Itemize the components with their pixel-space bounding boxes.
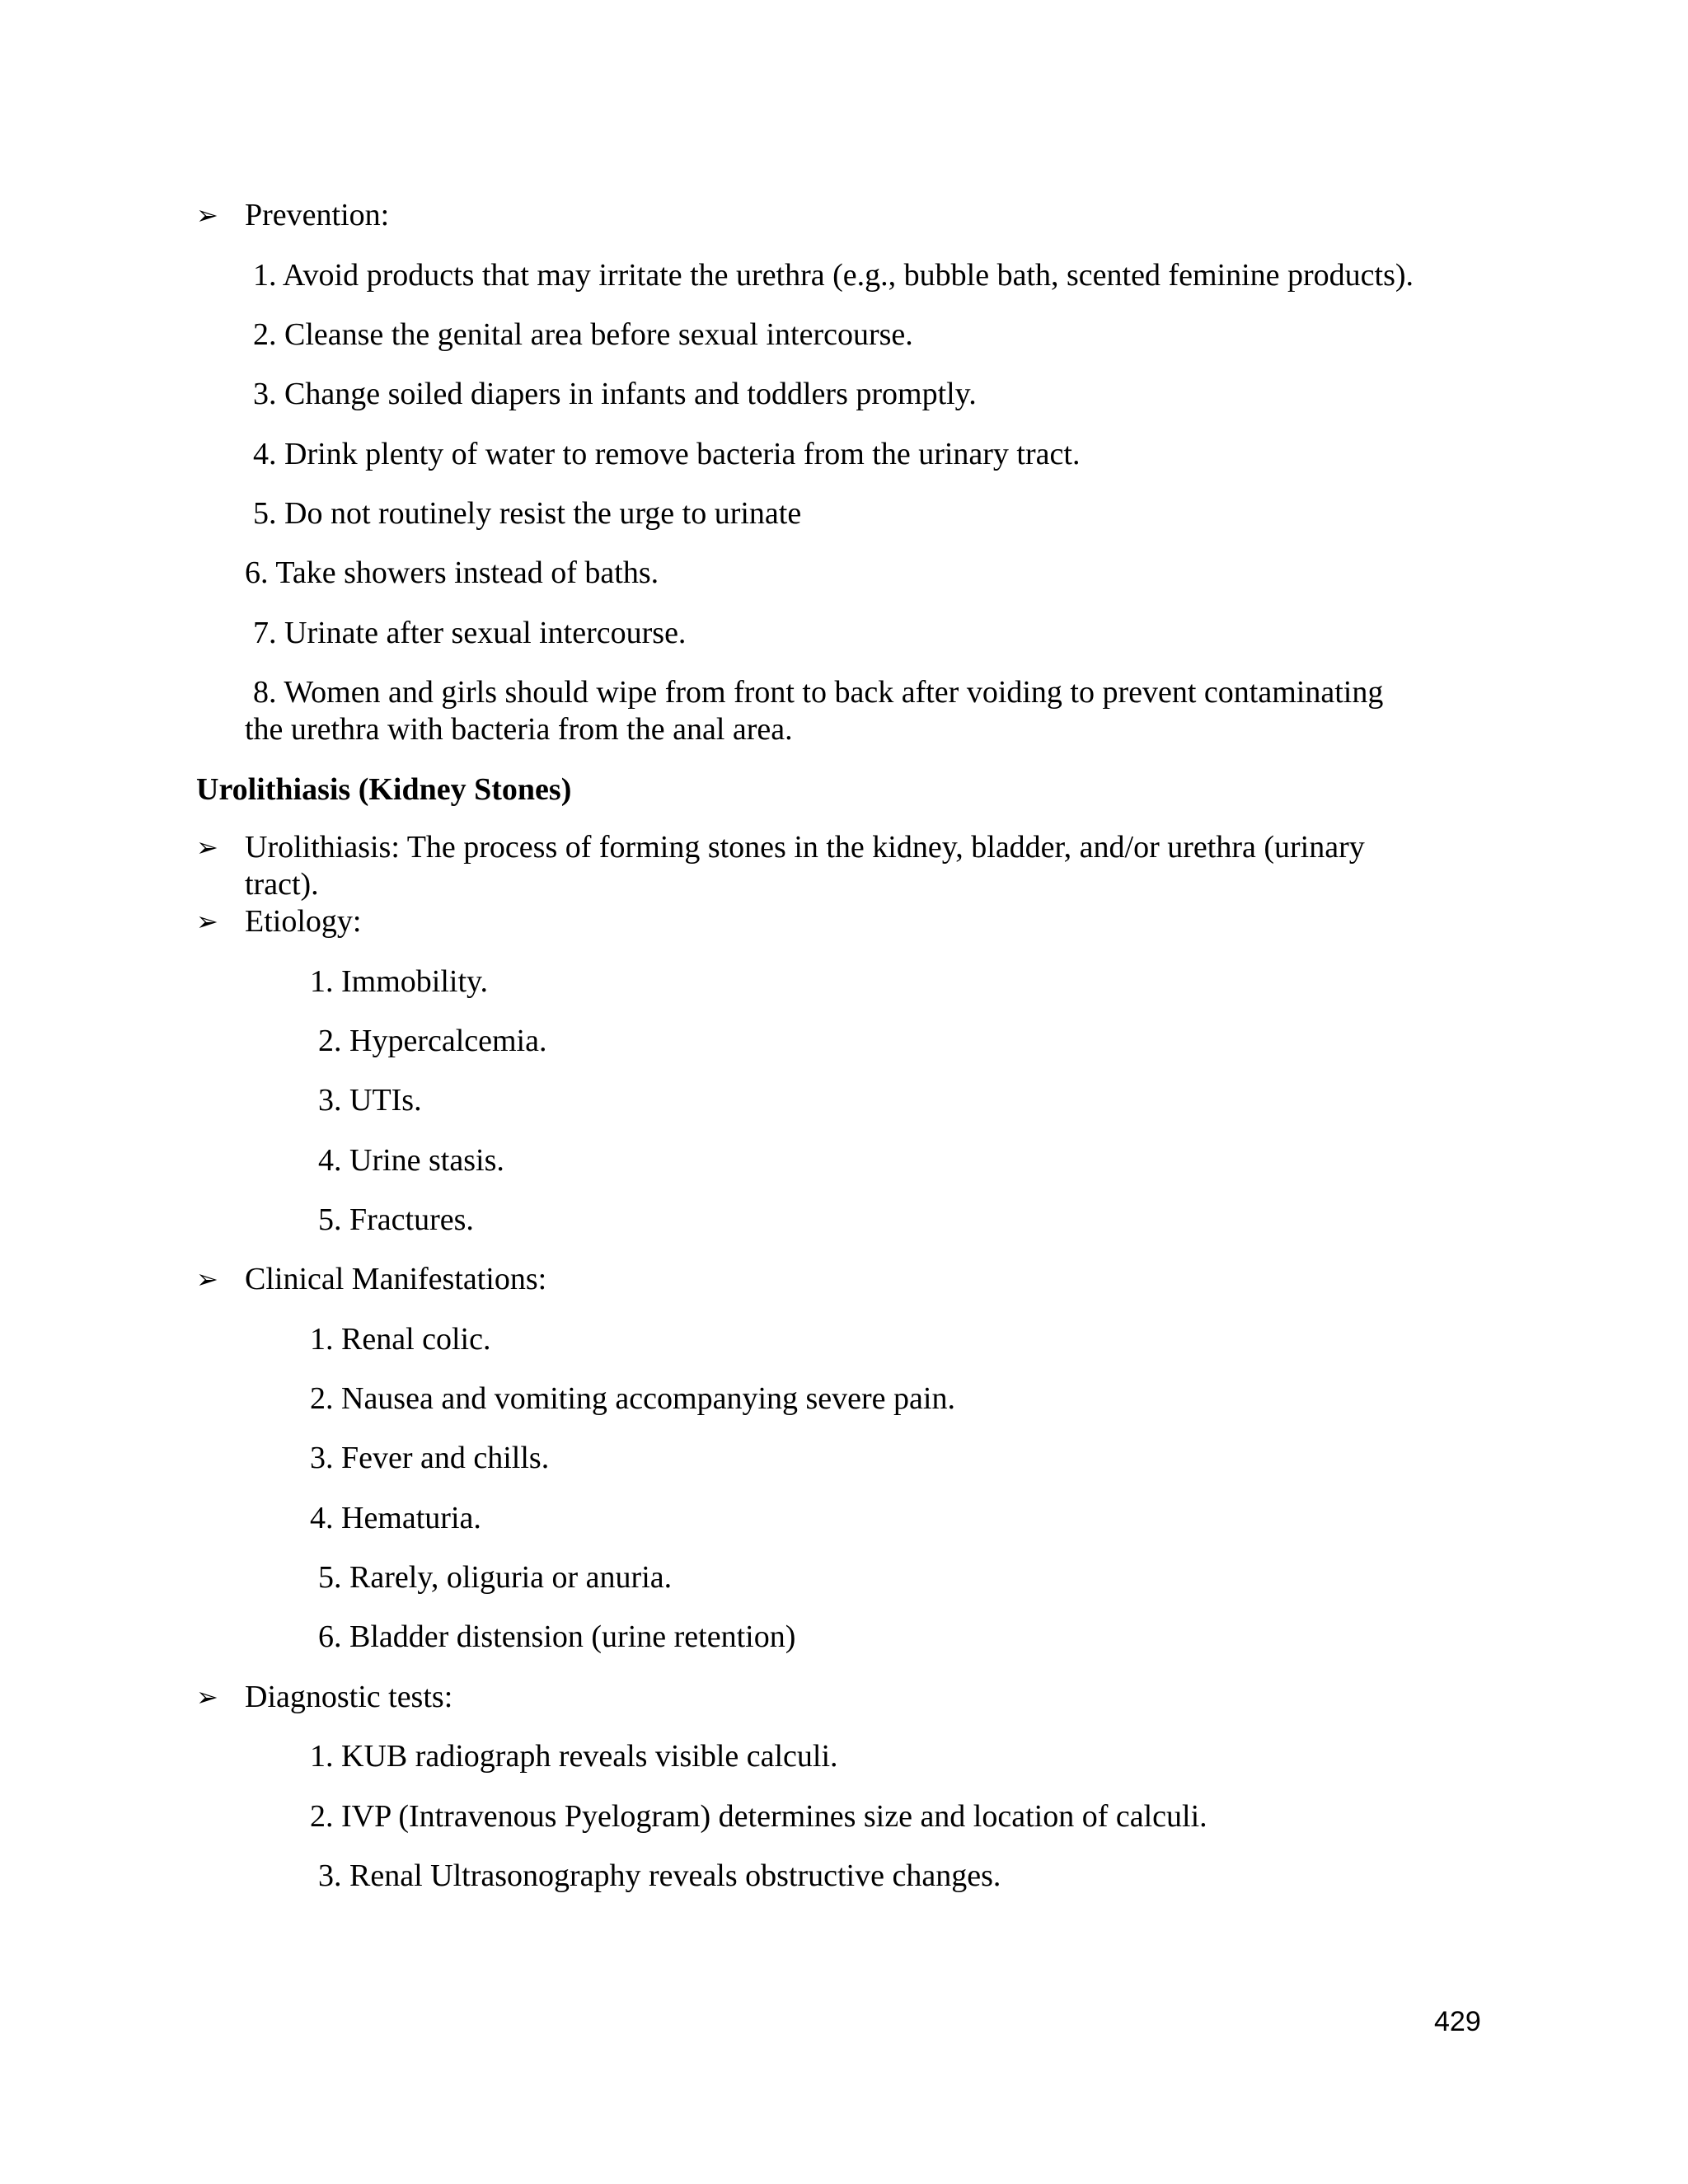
clinical-title: Clinical Manifestations: bbox=[245, 1262, 547, 1296]
bullet-arrow-icon: ➢ bbox=[196, 1681, 218, 1713]
clinical-item-2: 2. Nausea and vomiting accompanying severe pain. bbox=[310, 1381, 955, 1416]
page-number: 429 bbox=[1434, 2006, 1481, 2037]
etiology-item-4: 4. Urine stasis. bbox=[318, 1143, 504, 1178]
clinical-item-5: 5. Rarely, oliguria or anuria. bbox=[318, 1560, 673, 1595]
prevention-item-5: 5. Do not routinely resist the urge to urinate bbox=[253, 496, 802, 531]
prevention-item-2: 2. Cleanse the genital area before sexual intercourse. bbox=[253, 317, 913, 352]
bullet-arrow-icon: ➢ bbox=[196, 906, 218, 937]
diagnostic-item-2: 2. IVP (Intravenous Pyelogram) determines size and location of calculi. bbox=[310, 1799, 1207, 1834]
etiology-item-1: 1. Immobility. bbox=[310, 964, 489, 999]
clinical-item-1: 1. Renal colic. bbox=[310, 1322, 491, 1357]
definition-line-1: Urolithiasis: The process of forming stones in the kidney, bladder, and/or urethra (urinary bbox=[245, 830, 1365, 865]
prevention-item-3: 3. Change soiled diapers in infants and toddlers promptly. bbox=[253, 377, 977, 411]
section-heading: Urolithiasis (Kidney Stones) bbox=[196, 772, 572, 807]
etiology-item-5: 5. Fractures. bbox=[318, 1202, 474, 1237]
prevention-item-8: 8. Women and girls should wipe from front to back after voiding to prevent contaminating bbox=[253, 675, 1384, 710]
prevention-item-7: 7. Urinate after sexual intercourse. bbox=[253, 616, 687, 650]
prevention-item-8-continued: the urethra with bacteria from the anal area. bbox=[245, 712, 793, 747]
clinical-item-3: 3. Fever and chills. bbox=[310, 1441, 550, 1475]
prevention-title: Prevention: bbox=[245, 198, 390, 232]
bullet-arrow-icon: ➢ bbox=[196, 832, 218, 863]
etiology-item-3: 3. UTIs. bbox=[318, 1083, 422, 1118]
etiology-item-2: 2. Hypercalcemia. bbox=[318, 1024, 547, 1058]
clinical-item-6: 6. Bladder distension (urine retention) bbox=[318, 1619, 796, 1654]
definition-line-2: tract). bbox=[245, 867, 319, 902]
prevention-item-1: 1. Avoid products that may irritate the urethra (e.g., bubble bath, scented feminine products). bbox=[253, 258, 1414, 293]
bullet-arrow-icon: ➢ bbox=[196, 1263, 218, 1295]
prevention-item-4: 4. Drink plenty of water to remove bacteria from the urinary tract. bbox=[253, 437, 1081, 471]
prevention-item-6: 6. Take showers instead of baths. bbox=[245, 555, 659, 590]
diagnostic-item-3: 3. Renal Ultrasonography reveals obstructive changes. bbox=[318, 1858, 1001, 1893]
diagnostic-title: Diagnostic tests: bbox=[245, 1680, 453, 1714]
diagnostic-item-1: 1. KUB radiograph reveals visible calculi. bbox=[310, 1739, 838, 1774]
clinical-item-4: 4. Hematuria. bbox=[310, 1501, 481, 1535]
bullet-arrow-icon: ➢ bbox=[196, 199, 218, 231]
etiology-title: Etiology: bbox=[245, 904, 362, 939]
